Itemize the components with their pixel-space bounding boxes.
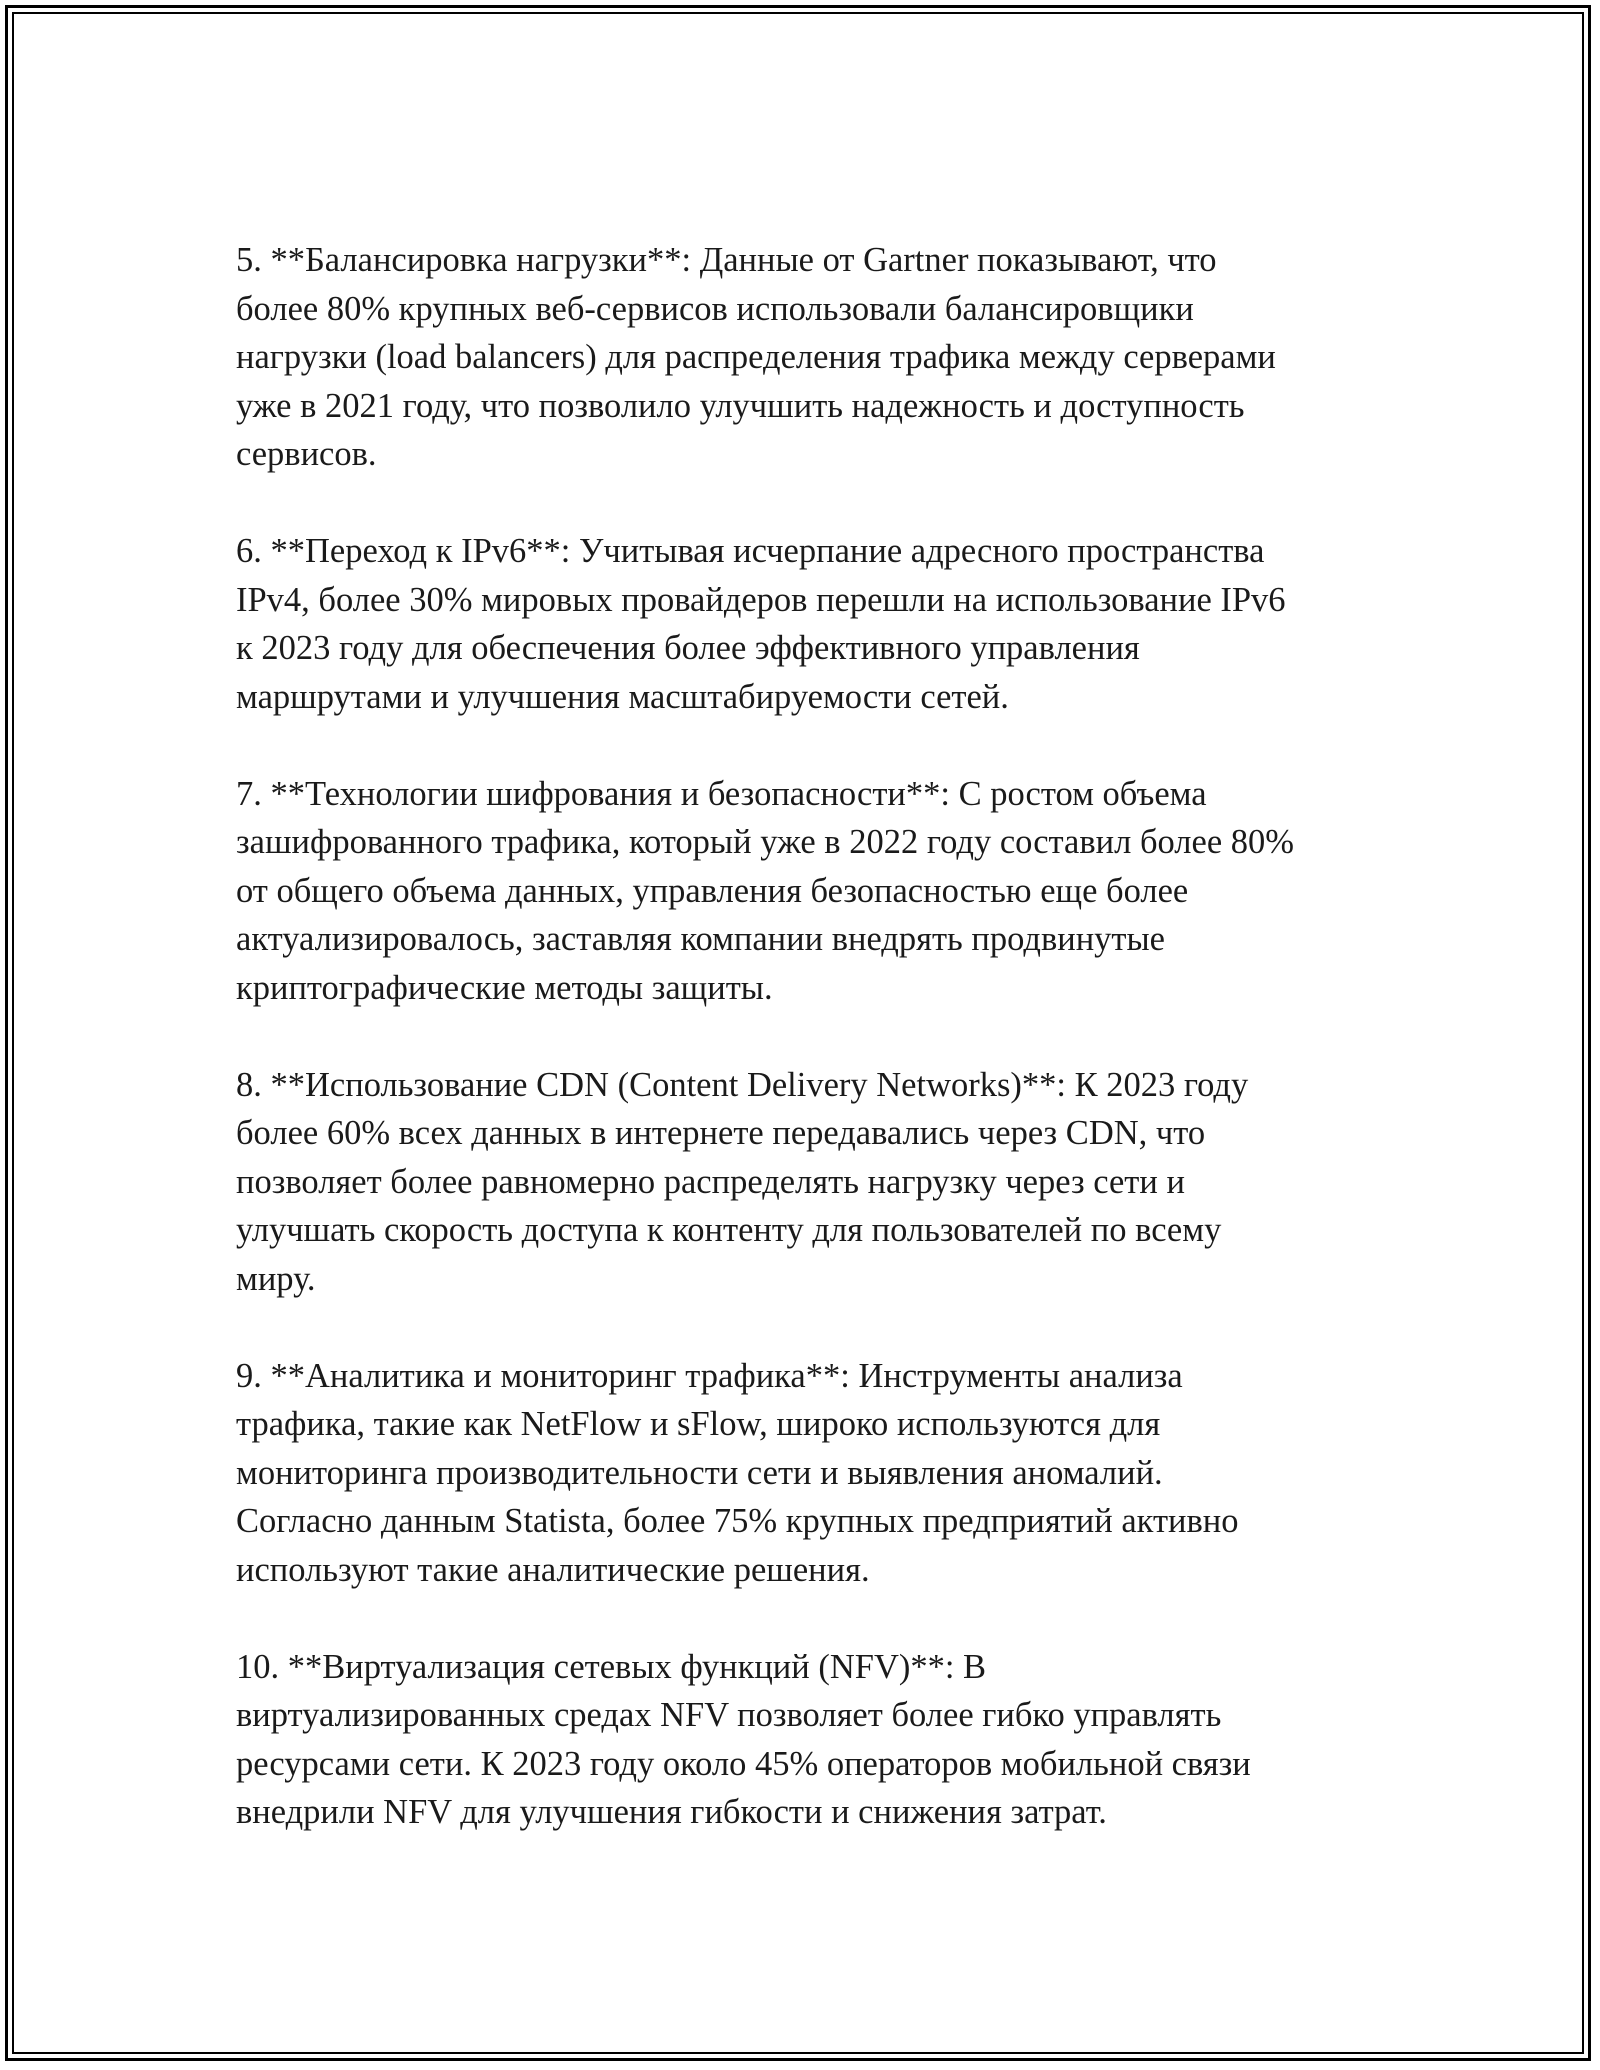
- document-body: [236, 236, 1416, 1885]
- paragraph-load-balancing: 5. **Балансировка нагрузки**: Данные от Gartner показывают, что более 80% крупных веб-сервисов использовали балансировщики нагрузки (load balancers) для распределения трафика между серверами уже в 2021 году, что позволило улучшить надежность и доступность сервисов.: [236, 241, 1276, 473]
- paragraph-ipv6-transition: 6. **Переход к IPv6**: Учитывая исчерпание адресного пространства IPv4, более 30% мировых провайдеров перешли на использование IPv6 к 2023 году для обеспечения более эффективного управления маршрутами и улучшения масштабируемости сетей.: [236, 532, 1286, 716]
- paragraph-traffic-analytics: 9. **Аналитика и мониторинг трафика**: Инструменты анализа трафика, такие как NetFlow и sFlow, широко используются для мониторинга производительности сети и выявления аномалий. Согласно данным Statista, более 75% крупных предприятий активно используют такие аналитические решения.: [236, 1356, 1239, 1589]
- paragraph-nfv: 10. **Виртуализация сетевых функций (NFV)**: В виртуализированных средах NFV позволяет более гибко управлять ресурсами сети. К 2023 году около 45% операторов мобильной связи внедрили NFV для улучшения гибкости и снижения затрат.: [236, 1647, 1251, 1831]
- paragraph-cdn-usage: 8. **Использование CDN (Content Delivery Networks)**: К 2023 году более 60% всех данных в интернете передавались через CDN, что позволяет более равномерно распределять нагрузку через сети и улучшать скорость доступа к контенту для пользователей по всему миру.: [236, 1065, 1249, 1298]
- paragraph-encryption-security: 7. **Технологии шифрования и безопасности**: С ростом объема зашифрованного трафика, который уже в 2022 году составил более 80% от общего объема данных, управления безопасностью еще более актуализировалось, заставляя компании внедрять продвинутые криптографические методы защиты.: [236, 774, 1295, 1007]
